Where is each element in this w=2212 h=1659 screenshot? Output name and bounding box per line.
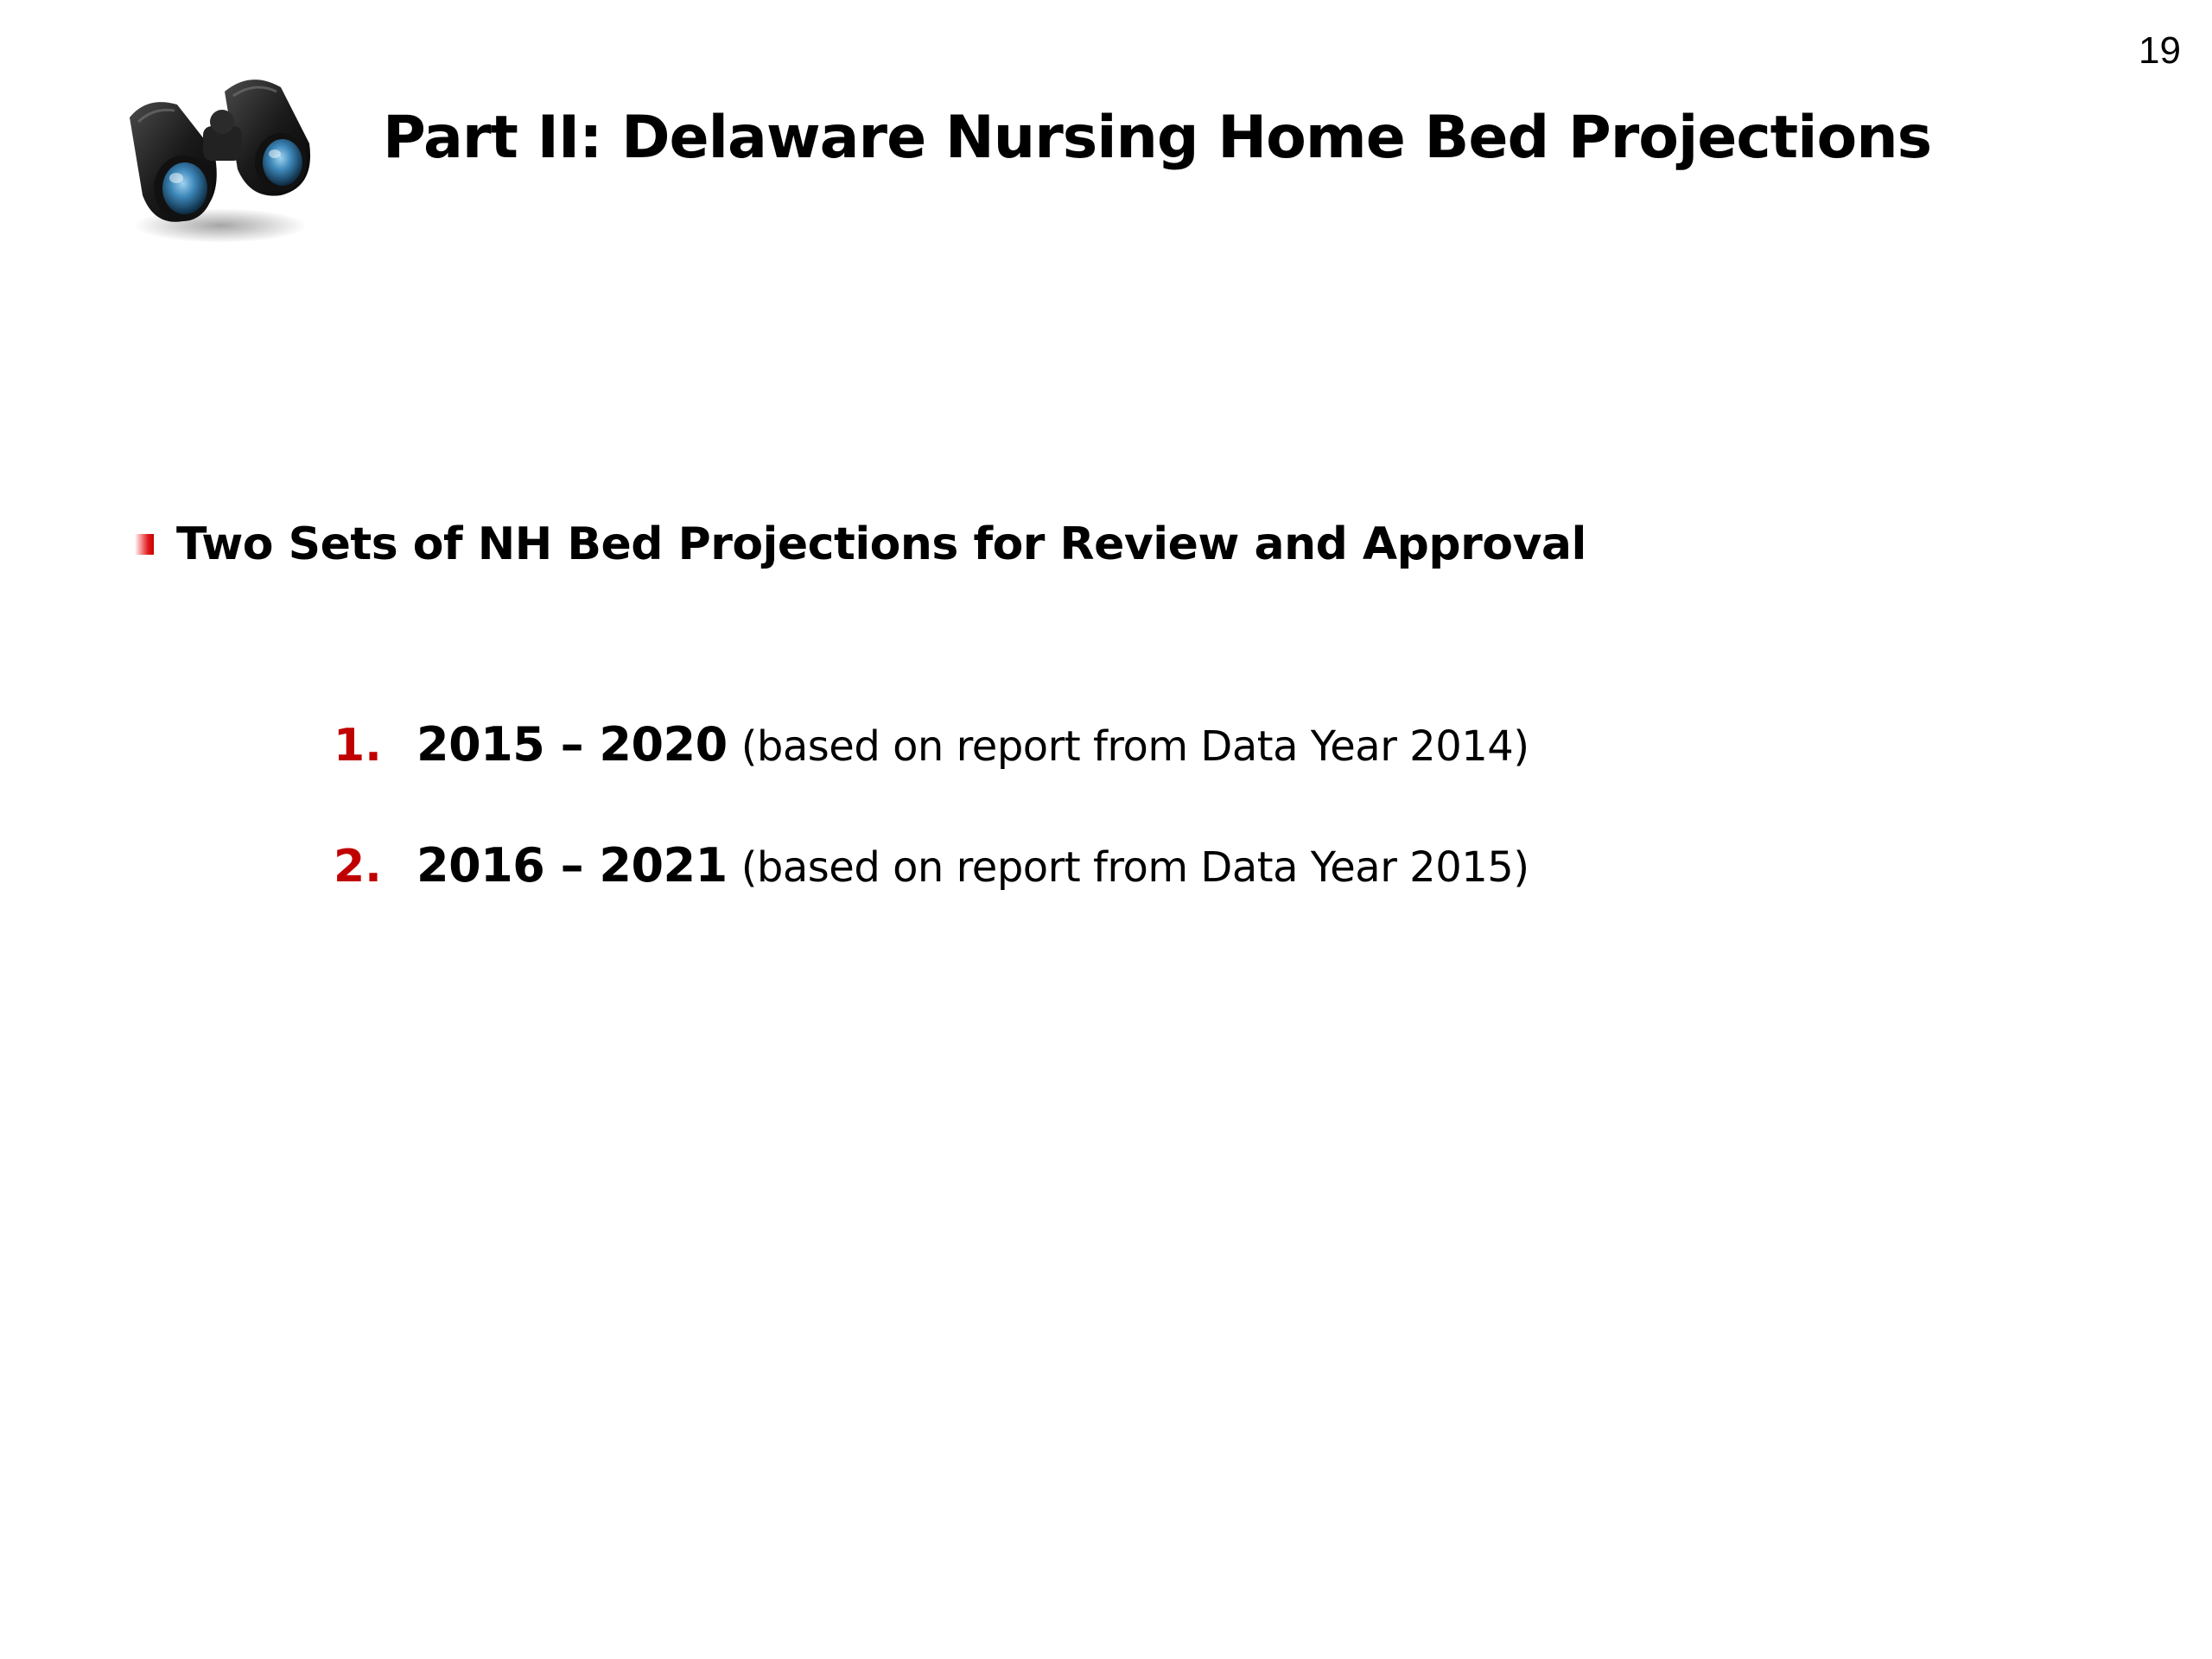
list-number: 2. (334, 841, 382, 893)
bullet-text: Two Sets of NH Bed Projections for Review and Approval (176, 518, 1586, 570)
list-item (334, 717, 1529, 838)
slide-title: Part II: Delaware Nursing Home Bed Projections (383, 104, 1932, 172)
list-item (334, 838, 1529, 959)
bullet-marker (135, 534, 154, 555)
list-note: (based on report from Data Year 2014) (741, 722, 1529, 771)
binoculars-icon (121, 66, 320, 247)
list-note: (based on report from Data Year 2015) (741, 843, 1529, 892)
list-range: 2015 – 2020 (416, 717, 728, 772)
bullet-item (135, 518, 1586, 570)
numbered-list (334, 717, 1529, 959)
list-number: 1. (334, 720, 382, 772)
page-number: 19 (2139, 29, 2181, 72)
list-range: 2016 – 2021 (416, 838, 728, 893)
